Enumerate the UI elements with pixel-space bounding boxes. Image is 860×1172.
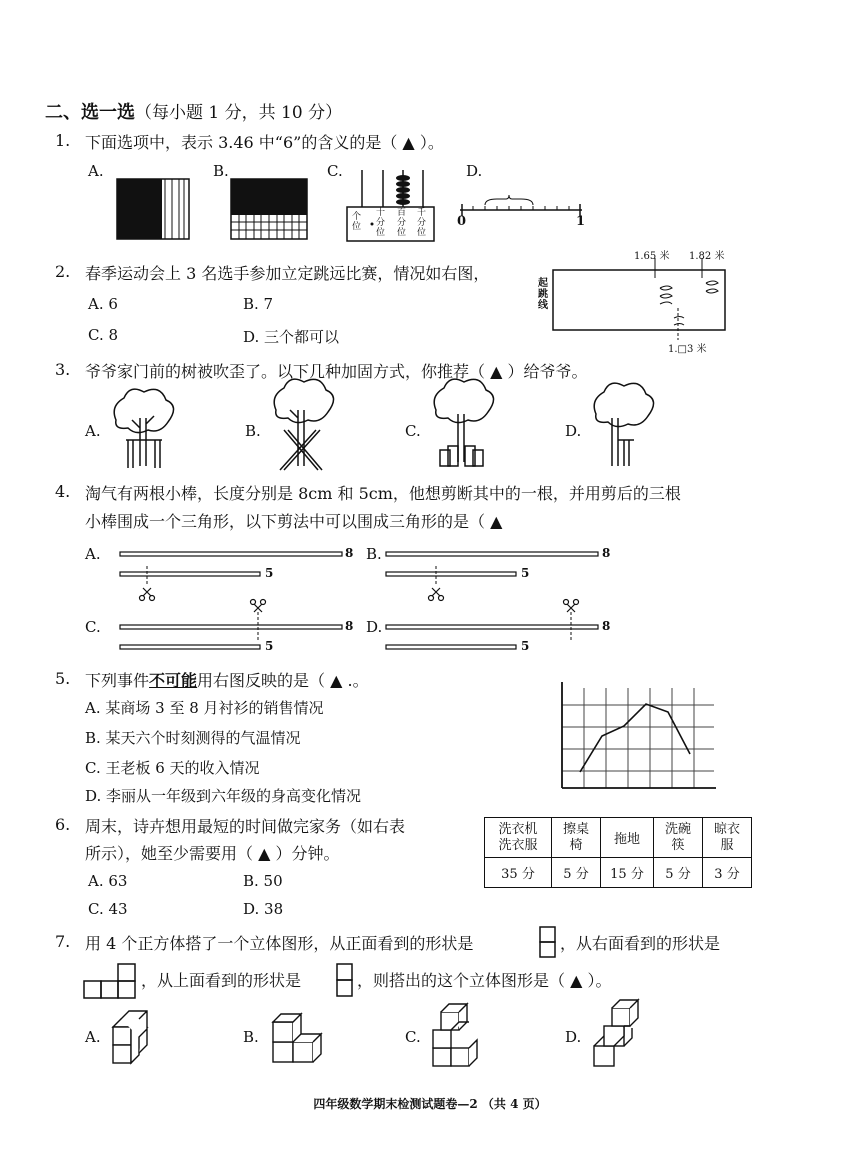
q5-line-chart	[562, 682, 716, 788]
q3-tree-b	[274, 379, 333, 470]
q3-option-c: C.	[405, 422, 421, 440]
q7-right-view-icon	[84, 964, 135, 998]
page-footer: 四年级数学期末检测试题卷—2 （共 4 页）	[313, 1097, 547, 1111]
q4-line-1: 淘气有两根小棒，长度分别是 8cm 和 5cm，他想剪断其中的一根，并用剪后的三根	[85, 484, 681, 503]
q5-option-c: C. 王老板 6 天的收入情况	[85, 759, 260, 777]
q3-option-a: A.	[85, 422, 101, 440]
q1-option-b: B.	[213, 162, 229, 180]
q5-chart-line	[580, 704, 690, 772]
q1-figure-d-number-line	[460, 195, 582, 216]
table-row	[485, 818, 752, 858]
q1-option-a: A.	[88, 162, 104, 180]
q6-number: 6.	[55, 815, 71, 834]
q4-option-c: C.	[85, 618, 101, 636]
q4-c-long-length: 8	[345, 619, 354, 633]
q4-option-b: B.	[366, 545, 382, 563]
q5-option-a: A. 某商场 3 至 8 月衬衫的销售情况	[85, 699, 324, 717]
q7-top-view-icon	[337, 964, 352, 996]
q2-option-c: C. 8	[88, 326, 119, 344]
q6-option-c: C. 43	[88, 900, 128, 918]
abacus-label-hundredths: 百分位	[397, 208, 407, 238]
q3-option-b: B.	[245, 422, 261, 440]
table-header-cell: 洗碗 筷	[654, 818, 703, 858]
q6-option-b: B. 50	[243, 872, 283, 890]
q7-line-1a: 用 4 个正方体搭了一个立体图形，从正面看到的形状是	[85, 934, 474, 953]
q1-option-c: C.	[327, 162, 343, 180]
table-row	[485, 858, 752, 888]
q7-line-1b: ，从右面看到的形状是	[560, 934, 721, 953]
q2-option-d: D. 三个都可以	[243, 328, 340, 346]
q3-number: 3.	[55, 360, 71, 379]
q4-a-long-length: 8	[345, 546, 354, 560]
q4-d-short-length: 5	[521, 639, 530, 653]
q4-d-long-length: 8	[602, 619, 611, 633]
q1-figure-a	[117, 179, 189, 239]
table-cell: 35 分	[485, 858, 552, 888]
table-header-cell: 晾衣 服	[703, 818, 752, 858]
q7-option-d: D.	[565, 1028, 582, 1046]
q7-figure-b	[273, 1014, 321, 1062]
q1-number: 1.	[55, 131, 71, 150]
q4-line-2: 小棒围成一个三角形，以下剪法中可以围成三角形的是（ ▲	[85, 512, 503, 531]
abacus-label-thousandths: 千分位	[417, 208, 427, 238]
q5-number: 5.	[55, 669, 71, 688]
q1-option-d: D.	[466, 162, 483, 180]
q6-line-2: 所示），她至少需要用（ ▲ ）分钟。	[85, 844, 340, 863]
q3-tree-a	[114, 389, 173, 468]
q4-option-d: D.	[366, 618, 383, 636]
q2-mark-2: 1.82 米	[689, 251, 725, 262]
abacus-label-tenths: 十分位	[376, 208, 386, 238]
q2-start-line-label: 起跳线	[538, 278, 548, 311]
q2-text: 春季运动会上 3 名选手参加立定跳远比赛，情况如右图，	[85, 264, 490, 283]
table-header-cell: 擦桌 椅	[552, 818, 601, 858]
q7-option-c: C.	[405, 1028, 421, 1046]
section-title: 二、选一选	[45, 102, 135, 123]
q3-tree-d	[594, 383, 653, 466]
q5-option-d: D. 李丽从一年级到六年级的身高变化情况	[85, 787, 362, 805]
q7-figure-c	[433, 1004, 477, 1066]
q7-line-2a: ，从上面看到的形状是	[141, 971, 302, 990]
q1-text: 下面选项中，表示 3.46 中“6”的含义的是（ ▲ ）。	[85, 133, 444, 152]
table-cell: 5 分	[552, 858, 601, 888]
q6-line-1: 周末，诗卉想用最短的时间做完家务（如右表	[85, 817, 406, 836]
q7-figure-a	[113, 1011, 147, 1063]
q3-option-d: D.	[565, 422, 582, 440]
scissors-icon	[140, 588, 579, 612]
q7-front-view-icon	[540, 927, 555, 957]
q3-text: 爷爷家门前的树被吹歪了。以下几种加固方式，你推荐（ ▲ ）给爷爷。	[85, 362, 588, 381]
q5-text-emphasis: 不可能	[149, 671, 198, 690]
abacus-label-ones: 个位	[352, 212, 362, 232]
q6-option-a: A. 63	[88, 872, 128, 890]
q4-b-short-length: 5	[521, 566, 530, 580]
q2-mark-3: 1.□3 米	[668, 344, 707, 355]
ruler-label-one: 1	[576, 214, 586, 229]
q7-line-2b: ，则搭出的这个立体图形是（ ▲ ）。	[357, 971, 612, 990]
q2-option-a: A. 6	[88, 295, 118, 313]
section-note: （每小题 1 分，共 10 分）	[135, 103, 343, 123]
q2-number: 2.	[55, 262, 71, 281]
q7-number: 7.	[55, 932, 71, 951]
table-header-cell: 洗衣机 洗衣服	[485, 818, 552, 858]
q5-text-pre: 下列事件	[85, 671, 150, 690]
q1-figure-b	[231, 179, 307, 239]
q2-mark-1: 1.65 米	[634, 251, 670, 262]
q7-option-b: B.	[243, 1028, 259, 1046]
ruler-label-zero: 0	[457, 214, 467, 229]
q4-c-short-length: 5	[265, 639, 274, 653]
table-cell: 15 分	[601, 858, 654, 888]
q5-option-b: B. 某天六个时刻测得的气温情况	[85, 729, 301, 747]
q4-a-short-length: 5	[265, 566, 274, 580]
q3-tree-c	[434, 379, 493, 466]
q6-option-d: D. 38	[243, 900, 284, 918]
q4-number: 4.	[55, 482, 71, 501]
q2-option-b: B. 7	[243, 295, 274, 313]
table-cell: 3 分	[703, 858, 752, 888]
q4-b-long-length: 8	[602, 546, 611, 560]
q7-figure-d	[594, 1000, 638, 1066]
q4-option-a: A.	[85, 545, 101, 563]
table-cell: 5 分	[654, 858, 703, 888]
table-header-cell: 拖地	[601, 818, 654, 858]
q7-option-a: A.	[85, 1028, 101, 1046]
q2-figure	[553, 258, 725, 340]
q5-text	[85, 669, 369, 693]
q6-chores-table	[484, 817, 752, 888]
q5-text-post: 用右图反映的是（ ▲ .。	[197, 671, 369, 690]
